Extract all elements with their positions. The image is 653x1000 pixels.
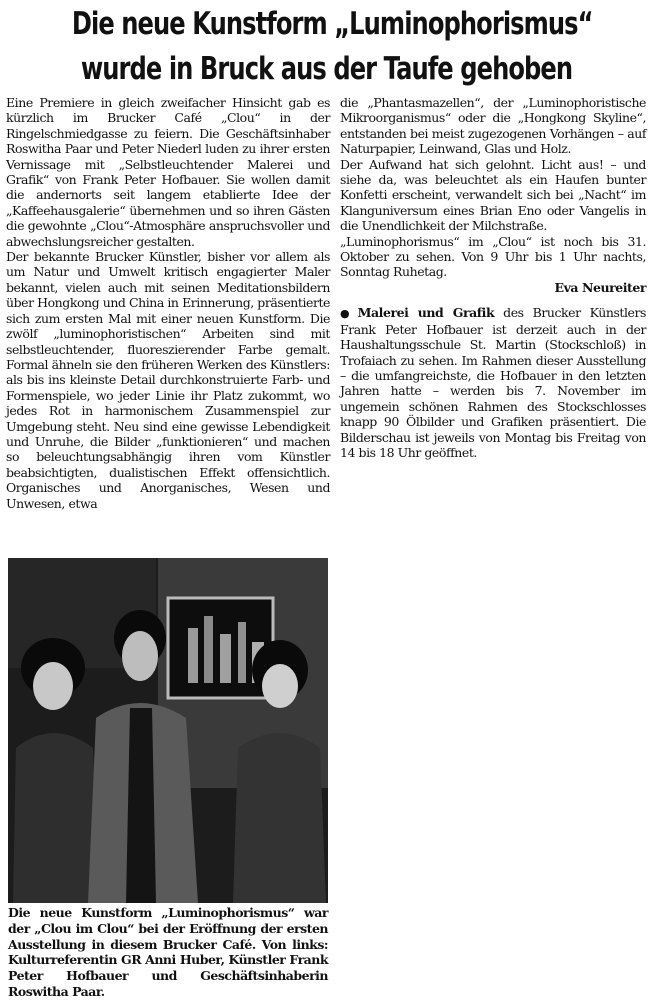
sidebar-note	[340, 305, 646, 460]
author-byline: Eva Neureiter	[554, 279, 646, 295]
photo-caption: Die neue Kunstform „Luminophorismus“ war der „Clou im Clou“ bei der Eröffnung der ersten Ausstellung in diesem Brucker Café. Von links: Kulturreferentin GR Anni Huber, Künstler Frank Peter Hofbauer und Geschäftsinhaberin Roswitha Paar.	[8, 905, 328, 999]
photo-illustration	[8, 558, 328, 903]
article-paragraph-3: die „Phantasmazellen“, der „Luminophoristische Mikroorganismus“ oder die „Hongkong Skyline“, entstanden bei meist zugezogenen Vorhängen – auf Naturpapier, Leinwand, Glas und Holz.	[340, 95, 646, 157]
sidebar-note-lead: Malerei und Grafik	[357, 305, 495, 321]
sidebar-note-text: des Brucker Künstlers Frank Peter Hofbauer ist derzeit auch in der Haushaltungsschule St. Martin (Stockschloß) in Trofaiach zu sehen. Im Rahmen dieser Ausstellung – die umfangreichste, die Hofbauer in den letzten Jahren hatte – werden bis 7. November im ungemein schönen Rahmen des Stockschlosses knapp 90 Ölbilder und Grafiken präsentiert. Die Bilderschau ist jeweils von Montag bis Freitag von 14 bis 18 Uhr geöffnet.	[340, 305, 646, 460]
person-left-face	[33, 662, 73, 710]
headline	[71, 2, 593, 92]
article-paragraph-4: Der Aufwand hat sich gelohnt. Licht aus! – und siehe da, was beleuchtet als ein Haufen bunter Konfetti erscheint, verwandelt sich bei „Nacht“ im Klanguniversum eines Brian Eno oder Vangelis in die Unendlichkeit der Milchstraße.	[340, 156, 646, 234]
paragraph-spacer	[340, 295, 646, 305]
person-right-face	[262, 664, 298, 708]
person-center-face	[122, 631, 158, 681]
article-paragraph-5: „Luminophorismus“ im „Clou“ ist noch bis 31. Oktober zu sehen. Von 9 Uhr bis 1 Uhr nachts, Sonntag Ruhetag.	[340, 233, 646, 280]
headline-line-2: wurde in Bruck aus der Taufe gehoben	[80, 51, 573, 87]
person-right-body	[233, 733, 326, 903]
article-paragraph-1: Eine Premiere in gleich zweifacher Hinsicht gab es kürzlich im Brucker Café „Clou“ in der Ringelschmiedgasse zu feiern. Die Geschäftsinhaber Roswitha Paar und Peter Niederl luden zu ihrer ersten Vernissage mit „Selbstleuchtender Malerei und Grafik“ von Frank Peter Hofbauer. Sie wollen damit die andernorts seit langem etablierte Idee der „Kaffeehausgalerie“ übernehmen und so ihren Gästen die gewohnte „Clou“-Atmosphäre anspruchsvoller und abwechslungsreicher gestalten.	[6, 95, 330, 249]
bullet-icon: ●	[340, 307, 355, 321]
event-photo	[8, 558, 328, 903]
article-column-left	[6, 95, 330, 511]
article-paragraph-2: Der bekannte Brucker Künstler, bisher vor allem als um Natur und Umwelt kritisch engagierter Maler bekannt, vielen auch mit seinen Meditationsbildern über Hongkong und China in Erinnerung, präsentierte sich zum ersten Mal mit einer neuen Kunstform. Die zwölf „luminophoristischen“ Arbeiten sind mit selbstleuchtender, fluoreszierender Farbe gemalt. Formal ähneln sie den früheren Werken des Künstlers: als bis ins kleinste Detail durchkonstruierte Farb- und Formenspiele, wo jeder Linie ihr Platz zukommt, wo jedes Rot in harmonischem Zusammenspiel zur Umgebung steht. Neu sind eine gewisse Lebendigkeit und Unruhe, die Bilder „funktionieren“ und machen so beleuchtungsabhängig ihren vom Künstler beabsichtigten, dualistischen Effekt offensichtlich. Organisches und Anorganisches, Wesen und Unwesen, etwa	[6, 249, 330, 511]
person-left-body	[13, 733, 98, 903]
article-column-right	[340, 95, 646, 460]
headline-line-1: Die neue Kunstform „Luminophorismus“	[71, 6, 593, 42]
